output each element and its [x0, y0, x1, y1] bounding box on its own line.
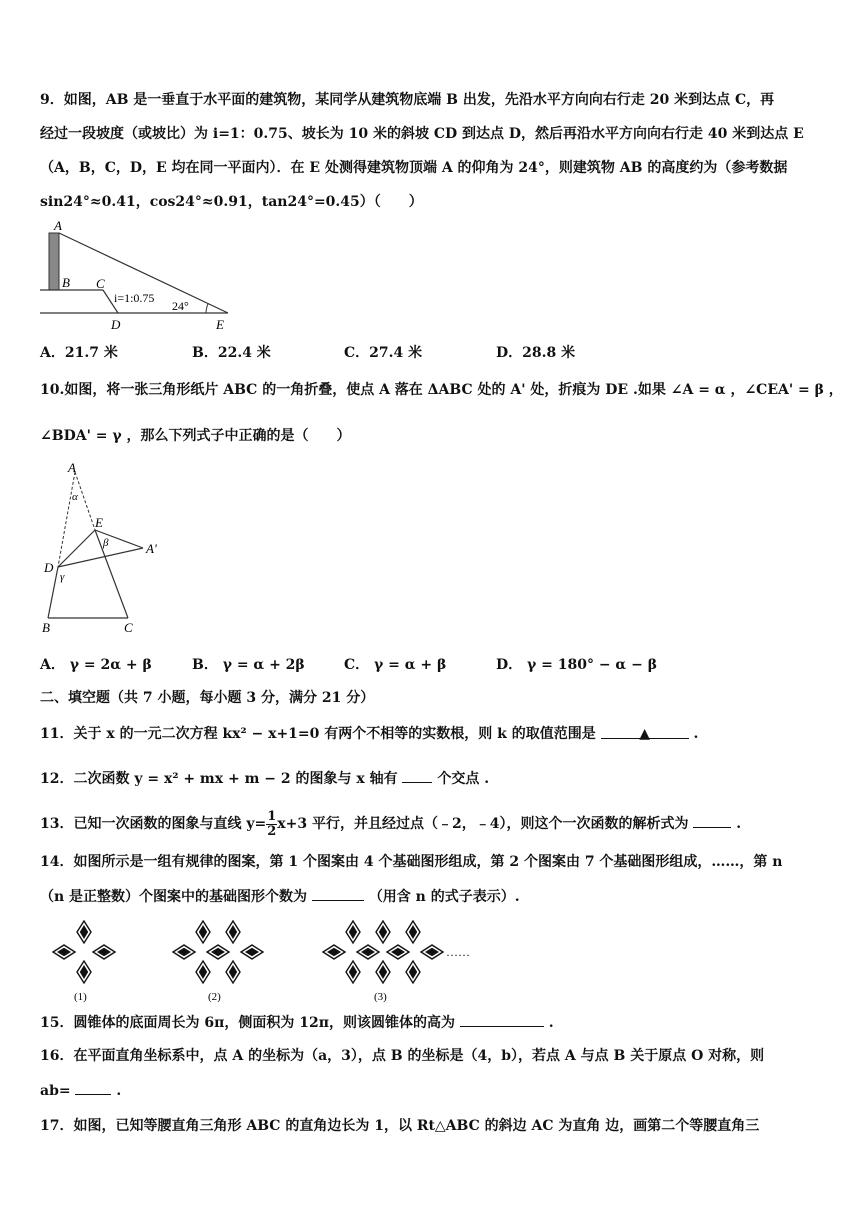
triangle-marker: ▲	[639, 726, 650, 742]
q14-text: （n 是正整数）个图案中的基础图形个数为	[40, 889, 308, 905]
q17-line1: 17．如图，已知等腰直角三角形 ABC 的直角边长为 1，以 Rt△ABC 的斜边 AC 为直角 边，画第二个等腰直角三	[40, 1118, 760, 1134]
label-angle: 24°	[172, 299, 189, 313]
q11-text: 11．关于 x 的一元二次方程 kx² − x+1=0 有两个不相等的实数根，则 k 的取值范围是	[40, 726, 596, 742]
label-a: A	[54, 218, 62, 233]
frac-den: 2	[267, 823, 277, 839]
side-ec	[95, 530, 128, 618]
dots: ……	[446, 945, 470, 959]
label-2: (2)	[208, 991, 221, 1003]
fold-dashed-ae	[75, 472, 95, 530]
q15-end: .	[548, 1015, 554, 1031]
pattern-3	[323, 921, 443, 983]
q10-option-c[interactable]: C． γ = α + β	[344, 657, 447, 673]
frac-num: 1	[267, 808, 277, 824]
q9-figure	[38, 218, 248, 336]
q14-pattern-figure	[48, 920, 478, 1006]
q16-line1: 16．在平面直角坐标系中，点 A 的坐标为（a，3），点 B 的坐标是（4，b），若点 A 与点 B 关于原点 O 对称，则	[40, 1048, 765, 1064]
q9-line4: sin24°≈0.41，cos24°≈0.91，tan24°=0.45）（ ）	[40, 194, 423, 210]
q11-answer-blank[interactable]	[601, 724, 689, 742]
q11	[40, 724, 698, 744]
label-a-prime: A'	[146, 541, 157, 556]
q10-option-d[interactable]: D． γ = 180° − α − β	[496, 657, 657, 673]
label-3: (3)	[374, 991, 387, 1003]
q11-end: .	[693, 726, 699, 742]
q15-answer-blank[interactable]	[460, 1012, 544, 1027]
label-b: B	[62, 275, 70, 290]
q12-end: 个交点 .	[437, 771, 490, 787]
pattern-2	[173, 921, 263, 983]
label-c: C	[124, 620, 133, 635]
q9-line3: （A，B，C，D，E 均在同一平面内）．在 E 处测得建筑物顶端 A 的仰角为 24°，则建筑物 AB 的高度约为（参考数据	[40, 160, 788, 176]
side-da1	[58, 548, 143, 567]
label-1: (1)	[74, 991, 87, 1003]
section-heading: 二、填空题（共 7 小题，每小题 3 分，满分 21 分）	[40, 690, 375, 706]
label-b: B	[42, 620, 50, 635]
fraction-one-half	[266, 810, 277, 839]
label-d: D	[111, 317, 121, 332]
q15	[40, 1012, 554, 1033]
q13-answer-blank[interactable]	[693, 813, 731, 828]
q15-text: 15．圆锥体的底面周长为 6π，侧面积为 12π，则该圆锥体的高为	[40, 1015, 455, 1031]
q13-end: .	[736, 816, 742, 832]
label-alpha: α	[72, 491, 78, 503]
q10-option-b[interactable]: B． γ = α + 2β	[192, 657, 305, 673]
label-a: A	[68, 460, 76, 475]
q14-answer-blank[interactable]	[312, 886, 364, 901]
label-beta: β	[103, 537, 109, 549]
q9-option-d[interactable]: D．28.8 米	[496, 345, 576, 361]
q12-text: 12．二次函数 y = x² + mx + m − 2 的图象与 x 轴有	[40, 771, 398, 787]
q12	[40, 768, 489, 789]
q13	[40, 808, 741, 840]
q14-end: （用含 n 的式子表示）.	[368, 889, 520, 905]
q9-option-a[interactable]: A．21.7 米	[40, 345, 118, 361]
q14-line1: 14．如图所示是一组有规律的图案，第 1 个图案由 4 个基础图形组成，第 2 个图案由 7 个基础图形组成，……，第 n	[40, 854, 783, 870]
q9-option-c[interactable]: C．27.4 米	[344, 345, 423, 361]
q13-text: 13．已知一次函数的图象与直线 y=	[40, 816, 267, 832]
q10-figure	[38, 460, 168, 638]
q16-end: .	[116, 1083, 122, 1099]
q13-text-2: x+3 平行，并且经过点（﹣2，﹣4），则这个一次函数的解析式为	[277, 816, 689, 832]
label-d: D	[44, 560, 54, 575]
q9-line1: 9．如图，AB 是一垂直于水平面的建筑物，某同学从建筑物底端 B 出发，先沿水平方向向右行走 20 米到达点 C，再	[40, 92, 775, 108]
q10-line1: 10.如图，将一张三角形纸片 ABC 的一角折叠，使点 A 落在 ΔABC 处的 A' 处，折痕为 DE .如果 ∠A = α ，∠CEA' = β ，	[40, 382, 843, 398]
q12-answer-blank[interactable]	[402, 768, 432, 783]
building-ab	[49, 233, 59, 290]
label-e: E	[95, 515, 103, 530]
q9-option-b[interactable]: B．22.4 米	[192, 345, 271, 361]
label-slope: i=1:0.75	[114, 291, 155, 305]
crease-de	[58, 530, 95, 567]
q14-line2	[40, 886, 520, 907]
label-gamma: γ	[60, 571, 65, 583]
label-c: C	[96, 276, 105, 291]
angle-arc	[206, 304, 208, 313]
q16-text: ab=	[40, 1083, 71, 1099]
label-e: E	[216, 317, 224, 332]
q10-line2: ∠BDA' = γ ，那么下列式子中正确的是（ ）	[40, 428, 351, 444]
q16-answer-blank[interactable]	[75, 1080, 111, 1095]
pattern-1	[53, 921, 115, 983]
q10-option-a[interactable]: A． γ = 2α + β	[40, 657, 152, 673]
q16-line2	[40, 1080, 121, 1101]
q9-line2: 经过一段坡度（或坡比）为 i=1：0.75、坡长为 10 米的斜坡 CD 到达点 D，然后再沿水平方向向右行走 40 米到达点 E	[40, 126, 804, 142]
